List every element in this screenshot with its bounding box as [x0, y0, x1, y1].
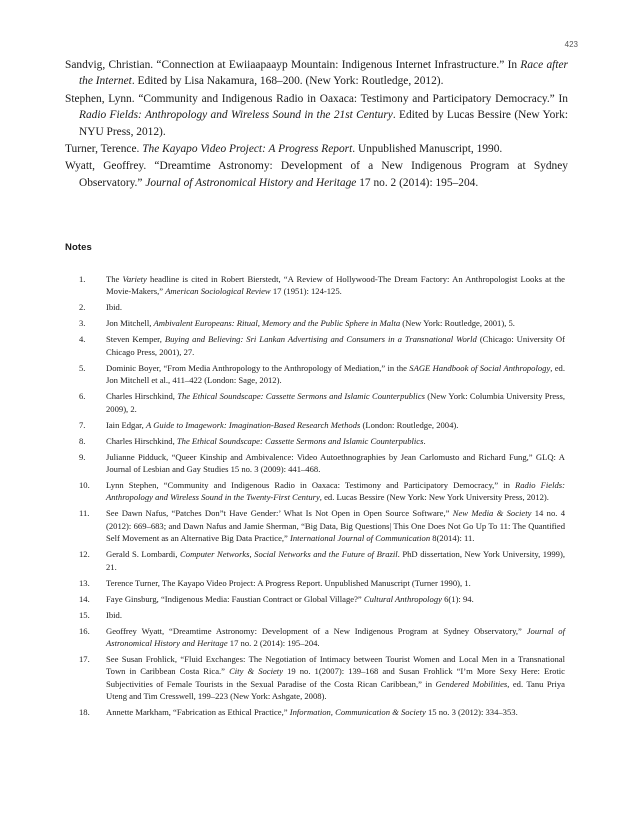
note-item [79, 507, 565, 544]
note-item [79, 653, 565, 703]
note-number: 18. [79, 707, 90, 718]
note-item [79, 593, 565, 605]
italic-title: Variety [122, 274, 147, 284]
text-run: , ed. Lucas Bessire (New York: New York University Press, 2012). [319, 492, 549, 503]
note-item [79, 451, 565, 476]
text-run: (New York: Routledge, 2001), 5. [400, 318, 515, 329]
note-item [79, 479, 565, 504]
note-number: 9. [79, 451, 86, 462]
text-run: Charles Hirschkind, [106, 435, 177, 446]
note-text [106, 451, 565, 476]
note-text [106, 390, 565, 415]
note-item [79, 548, 565, 573]
text-run: 17 (1951): 124-125. [270, 286, 342, 297]
note-item [79, 435, 565, 447]
text-run: (New York: Columbia University Press, 2009), 2. [106, 391, 565, 414]
text-run: Sandvig, Christian. “Connection at Ewiiaapaayp Mountain: Indigenous Internet Infrastructure.” In [65, 59, 521, 71]
italic-title: Information, Communication & Society [289, 707, 426, 718]
italic-title: SAGE Handbook of Social Anthropology [409, 362, 551, 373]
text-run: . Edited by Lucas Bessire (New York: NYU Press, 2012). [79, 109, 568, 138]
bibliography [65, 57, 568, 192]
text-run: Annette Markham, “Fabrication as Ethical Practice,” [106, 707, 290, 718]
italic-title: Buying and Believing: Sri Lankan Advertising and Consumers in a Transnational World [164, 334, 477, 345]
text-run: Steven Kemper, [106, 334, 165, 345]
note-number: 3. [79, 318, 86, 329]
page-number: 423 [564, 40, 578, 49]
italic-title: American Sociological Review [165, 286, 271, 297]
text-run: Faye Ginsburg, “Indigenous Media: Faustian Contract or Global Village?” [106, 593, 364, 604]
text-run: . Edited by Lisa Nakamura, 168–200. (New York: Routledge, 2012). [131, 75, 444, 88]
text-run: Jon Mitchell, [106, 318, 154, 329]
note-text [106, 625, 565, 650]
note-text [106, 593, 565, 605]
italic-title: The Ethical Soundscape: Cassette Sermons and Islamic Counterpublics [177, 391, 425, 402]
note-item [79, 419, 565, 431]
note-text [106, 548, 565, 573]
text-run: Geoffrey Wyatt, “Dreamtime Astronomy: Development of a New Indigenous Program at Sydney Observatory,” [106, 625, 527, 636]
note-item [79, 577, 565, 589]
note-number: 10. [79, 480, 90, 491]
text-run: 8(2014): 11. [430, 533, 475, 544]
italic-title: City & Society [229, 666, 284, 677]
note-text [106, 706, 565, 718]
note-item [79, 390, 565, 415]
text-run: Turner, Terence. [65, 143, 143, 156]
text-run: headline is cited in Robert Bierstedt, “A Review of Hollywood-The Dream Factory: An Anthropologist Looks at the Movie-Makers,” [106, 274, 566, 297]
italic-title: Ambivalent Europeans: Ritual, Memory and the Public Sphere in Malta [153, 318, 401, 329]
text-run: . [423, 435, 426, 446]
text-run: . Unpublished Manuscript, 1990. [352, 143, 503, 156]
note-item [79, 333, 565, 358]
note-number: 1. [79, 274, 86, 284]
note-item [79, 362, 565, 387]
text-run: Iain Edgar, [106, 419, 146, 430]
text-run: Ibid. [106, 609, 122, 620]
note-text [106, 333, 565, 358]
note-text [106, 419, 565, 431]
note-number: 6. [79, 391, 86, 402]
note-number: 2. [79, 302, 86, 313]
text-run: 19 no. 1(2007): 139–168 and Susan Frohlick “I’m More Sexy Here: Erotic Subjectivities of Female Tourists in the Sexual Paradise of the Costa Rican Caribbean,” in [106, 666, 565, 689]
text-run: 17 no. 2 (2014): 195–204. [227, 638, 320, 649]
note-text [106, 317, 565, 329]
bibliography-entry [65, 91, 568, 140]
text-run: , ed. Jon Mitchell et al., 411–422 (London: Sage, 2012). [106, 362, 565, 386]
bibliography-entry [65, 158, 568, 191]
italic-title: International Journal of Communication [290, 533, 431, 544]
note-number: 15. [79, 609, 90, 620]
italic-title: Race after the Internet [79, 59, 568, 88]
italic-title: New Media & Society [452, 508, 532, 519]
note-number: 4. [79, 334, 86, 345]
notes-list [79, 273, 565, 722]
note-number: 17. [79, 654, 90, 665]
italic-title: Cultural Anthropology [363, 593, 442, 604]
text-run: (London: Routledge, 2004). [360, 419, 459, 430]
note-number: 8. [79, 435, 86, 446]
text-run: Terence Turner, The Kayapo Video Project: A Progress Report. Unpublished Manuscript (Turner 1990), 1. [106, 577, 471, 588]
italic-title: Computer Networks, Social Networks and the Future of Brazil [180, 549, 398, 560]
note-item [79, 609, 565, 621]
note-number: 16. [79, 625, 90, 636]
text-run: Lynn Stephen, “Community and Indigenous Radio in Oaxaca: Testimony and Participatory Democracy,” in [106, 480, 516, 491]
text-run: , ed. Tanu Priya Uteng and Tim Cresswell, 199–223 (New York: Ashgate, 2008). [106, 678, 565, 702]
text-run: Wyatt, Geoffrey. “Dreamtime Astronomy: Development of a New Indigenous Program at Sydney Observatory.” [65, 160, 568, 189]
note-number: 12. [79, 549, 90, 560]
note-text [106, 609, 565, 621]
note-text [106, 362, 565, 387]
italic-title: Gendered Mobilities [435, 678, 508, 689]
text-run: Charles Hirschkind, [106, 391, 178, 402]
note-text [106, 577, 565, 589]
note-item [79, 317, 565, 329]
text-run: Stephen, Lynn. “Community and Indigenous Radio in Oaxaca: Testimony and Participatory Democracy.” In [65, 92, 568, 105]
note-number: 11. [79, 508, 90, 519]
text-run: See Susan Frohlick, “Fluid Exchanges: The Negotiation of Intimacy between Tourist Women and Local Men in a Transnational Town in Caribbean Costa Rica.” [106, 654, 565, 677]
note-text [106, 273, 565, 298]
note-text [106, 653, 565, 703]
text-run: . PhD dissertation, New York University, 1999), 21. [106, 549, 565, 572]
text-run: Gerald S. Lombardi, [106, 549, 181, 560]
text-run: The [106, 274, 123, 284]
text-run: 6(1): 94. [441, 593, 474, 604]
note-item [79, 273, 565, 298]
note-item [79, 625, 565, 650]
italic-title: The Ethical Soundscape: Cassette Sermons and Islamic Counterpublics [176, 435, 424, 446]
text-run: Ibid. [106, 302, 122, 313]
text-run: Julianne Pidduck, “Queer Kinship and Ambivalence: Video Autoethnographies by Jean Carlomusto and Richard Fung,” GLQ: A Journal of Lesbian and Gay Studies 15 no. 3 (2009): 441–468. [106, 451, 565, 475]
text-run: 17 no. 2 (2014): 195–204. [356, 176, 479, 189]
text-run: 14 no. 4 (2012): 669–683; and Dawn Nafus and Jamie Sherman, “Big Data, Big Questions| This One Does Not Go Up To 11: The Quantified Self Movement as an Alternative Big Data Practice,” [106, 508, 565, 544]
note-number: 13. [79, 577, 90, 588]
note-text [106, 301, 565, 313]
note-number: 7. [79, 419, 86, 430]
text-run: See Dawn Nafus, “Patches Don”t Have Gender:’ What Is Not Open in Open Source Software,” [106, 508, 453, 519]
italic-title: Journal of Astronomical History and Heritage [106, 625, 565, 649]
note-text [106, 479, 565, 504]
text-run: (Chicago: University Of Chicago Press, 2001), 27. [106, 334, 566, 357]
notes-heading: Notes [65, 242, 92, 253]
italic-title: The Kayapo Video Project: A Progress Report [142, 143, 353, 156]
note-item [79, 301, 565, 313]
italic-title: A Guide to Imagework: Imagination-Based Research Methods [145, 419, 361, 430]
bibliography-entry [65, 57, 568, 90]
note-number: 5. [79, 362, 86, 373]
note-item [79, 706, 565, 718]
italic-title: Radio Fields: Anthropology and Wireless Sound in the Twenty-First Century [106, 480, 565, 503]
text-run: 15 no. 3 (2012): 334–353. [425, 707, 518, 718]
bibliography-entry [65, 141, 568, 157]
note-text [106, 507, 565, 544]
note-number: 14. [79, 593, 90, 604]
note-text [106, 435, 565, 447]
text-run: Dominic Boyer, “From Media Anthropology to the Anthropology of Mediation,” in the [106, 362, 410, 373]
italic-title: Journal of Astronomical History and Heritage [145, 176, 357, 189]
italic-title: Radio Fields: Anthropology and Wireless Sound in the 21st Century [79, 109, 393, 122]
